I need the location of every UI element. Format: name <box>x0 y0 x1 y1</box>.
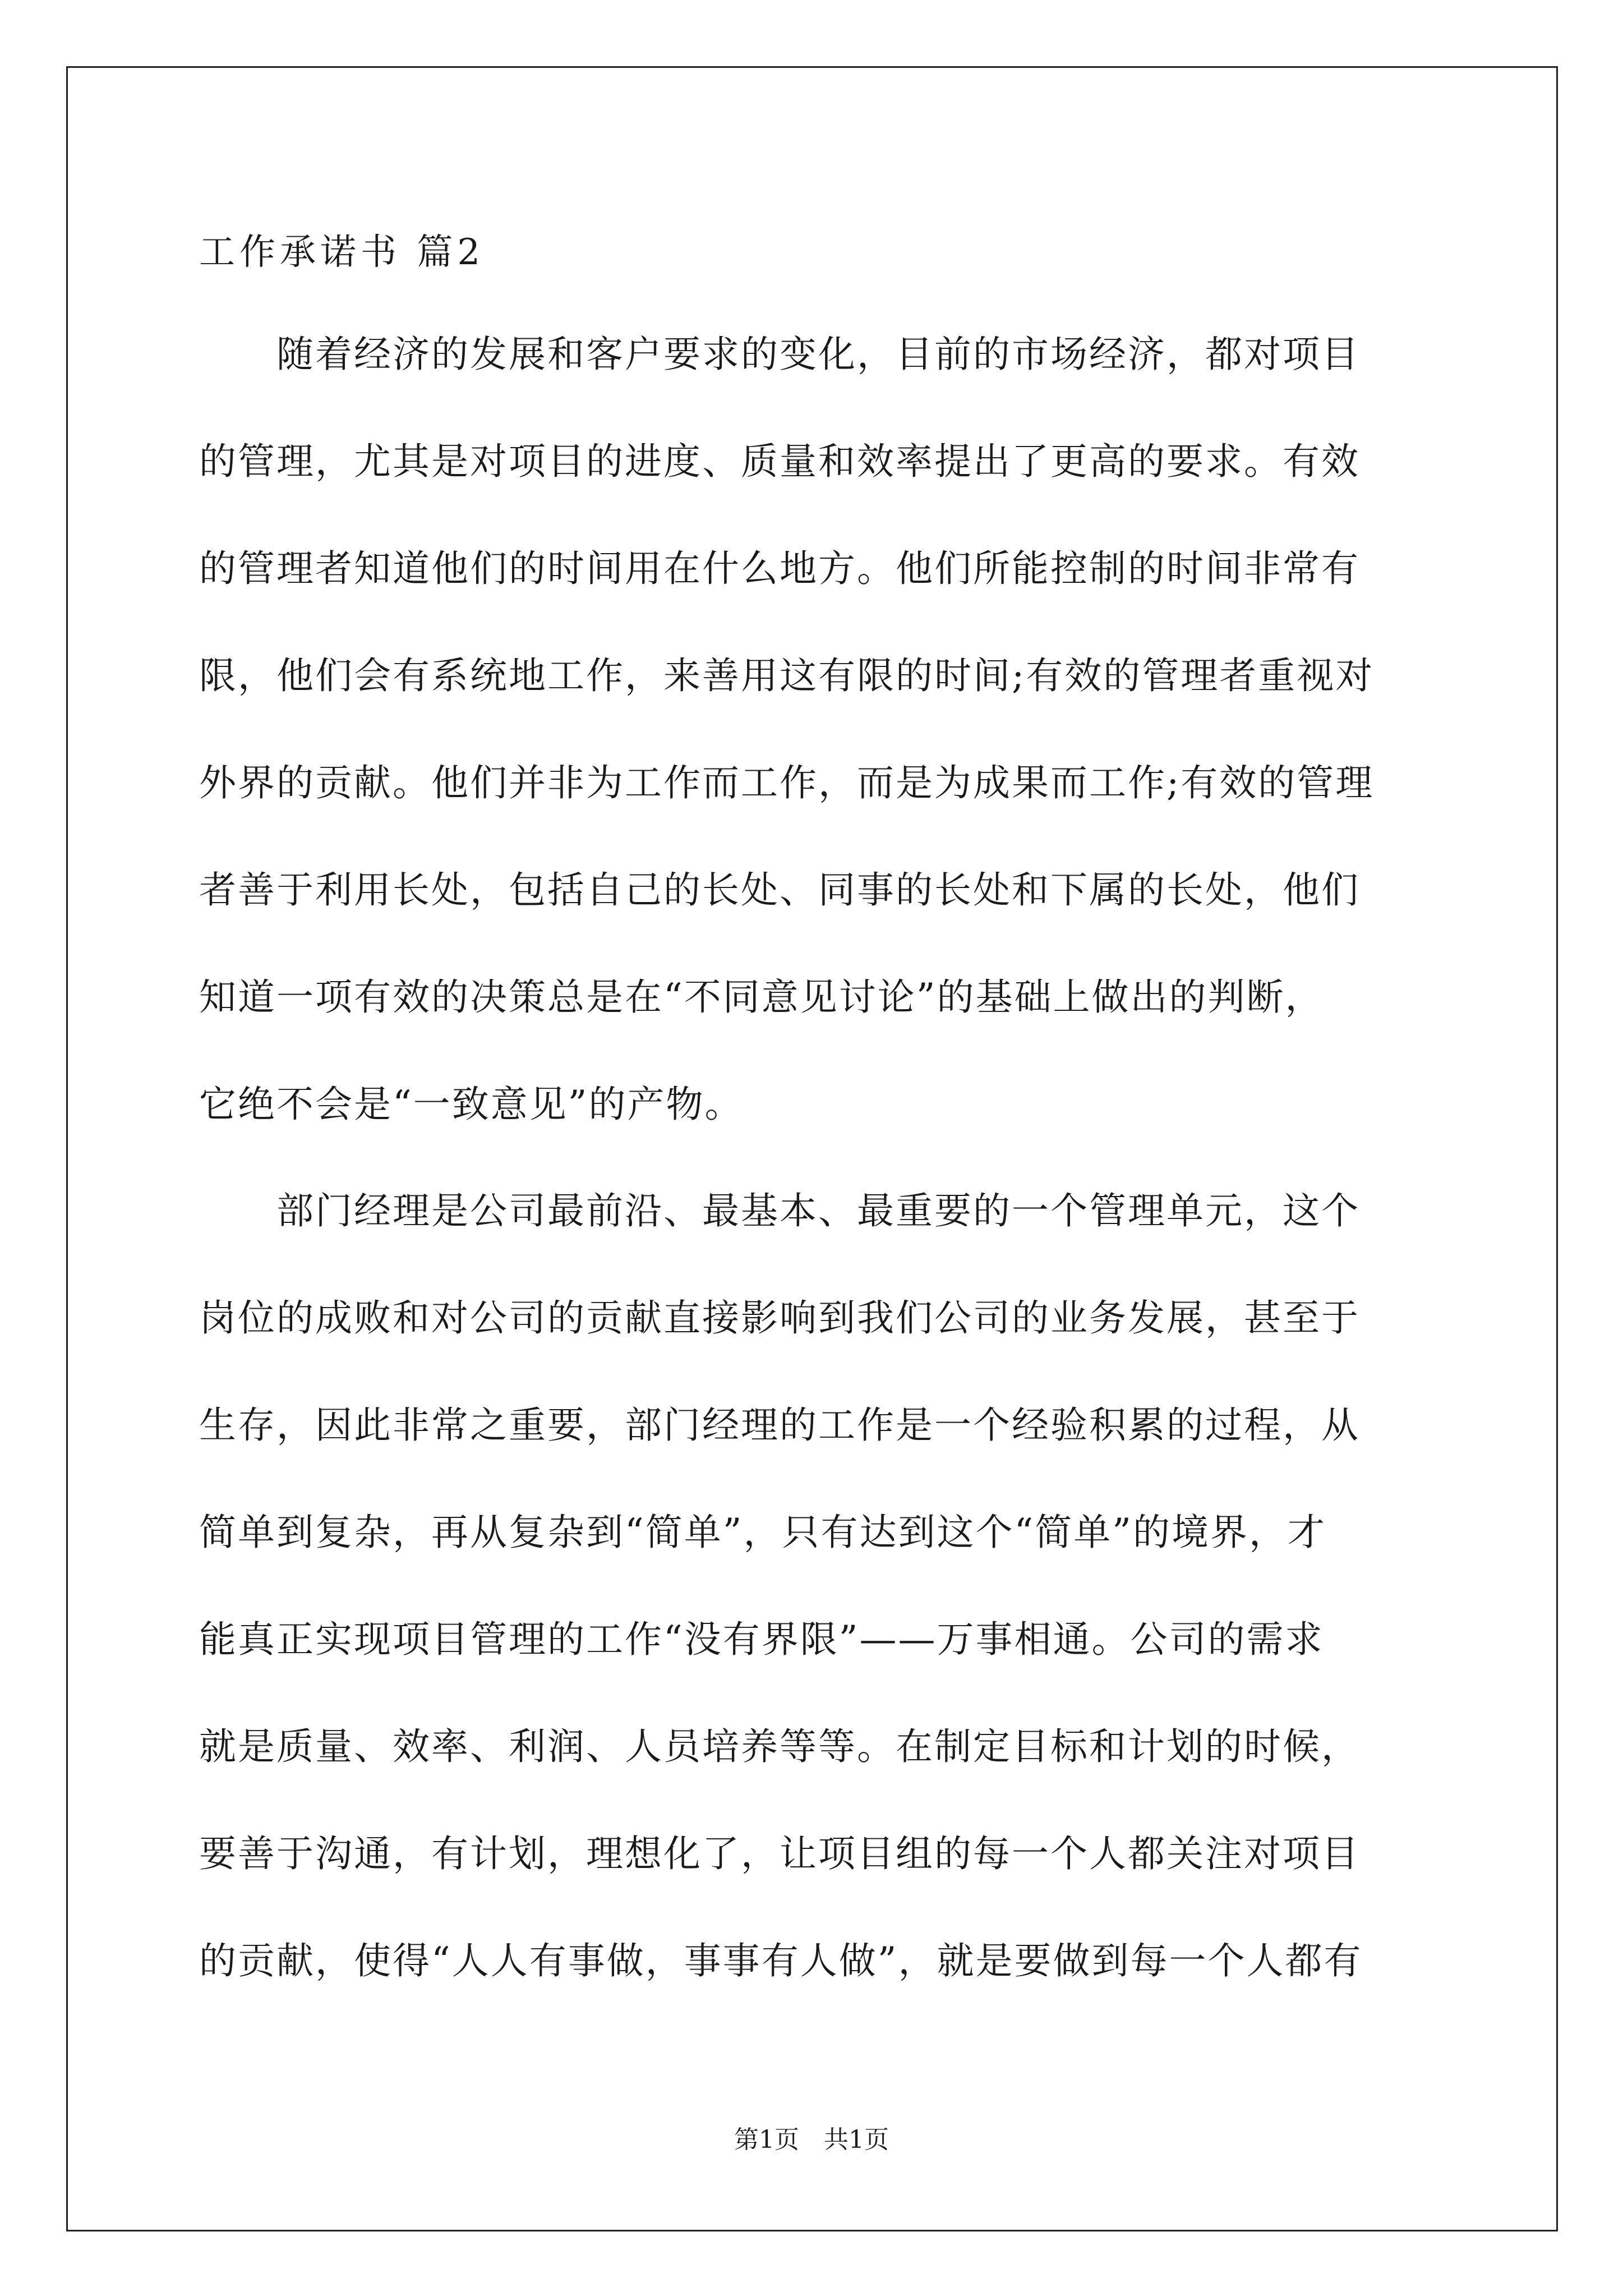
paragraph-line: 的管理者知道他们的时间用在什么地方。他们所能控制的时间非常有 <box>199 547 1360 590</box>
paragraph-line: 外界的贡献。他们并非为工作而工作，而是为成果而工作;有效的管理 <box>199 761 1375 804</box>
paragraph-line: 简单到复杂，再从复杂到“简单”，只有达到这个“简单”的境界，才 <box>199 1511 1326 1554</box>
paragraph-line: 限，他们会有系统地工作，来善用这有限的时间;有效的管理者重视对 <box>199 654 1375 697</box>
paragraph-line: 生存，因此非常之重要，部门经理的工作是一个经验积累的过程，从 <box>199 1404 1360 1447</box>
paragraph-line: 岗位的成败和对公司的贡献直接影响到我们公司的业务发展，甚至于 <box>199 1296 1360 1340</box>
paragraph-line: 能真正实现项目管理的工作“没有界限”——万事相通。公司的需求 <box>199 1618 1324 1661</box>
paragraph-line: 部门经理是公司最前沿、最基本、最重要的一个管理单元，这个 <box>276 1189 1360 1232</box>
paragraph-line: 它绝不会是“一致意见”的产物。 <box>199 1083 744 1126</box>
paragraph-2 <box>199 1157 1433 2014</box>
paragraph-line: 知道一项有效的决策总是在“不同意见讨论”的基础上做出的判断， <box>199 976 1324 1019</box>
paragraph-line: 的贡献，使得“人人有事做，事事有人做”，就是要做到每一个人都有 <box>199 1939 1363 1982</box>
paragraph-line: 者善于利用长处，包括自己的长处、同事的长处和下属的长处，他们 <box>199 868 1360 912</box>
paragraph-line: 随着经济的发展和客户要求的变化，目前的市场经济，都对项目 <box>276 333 1360 376</box>
page-footer: 第1页 共1页 <box>734 2125 889 2154</box>
paragraph-line: 的管理，尤其是对项目的进度、质量和效率提出了更高的要求。有效 <box>199 440 1360 483</box>
paragraph-line: 要善于沟通，有计划，理想化了，让项目组的每一个人都关注对项目 <box>199 1832 1360 1875</box>
document-title: 工作承诺书 篇2 <box>199 232 485 273</box>
paragraph-line: 就是质量、效率、利润、人员培养等等。在制定目标和计划的时候， <box>199 1725 1360 1768</box>
paragraph-1 <box>199 301 1433 1158</box>
